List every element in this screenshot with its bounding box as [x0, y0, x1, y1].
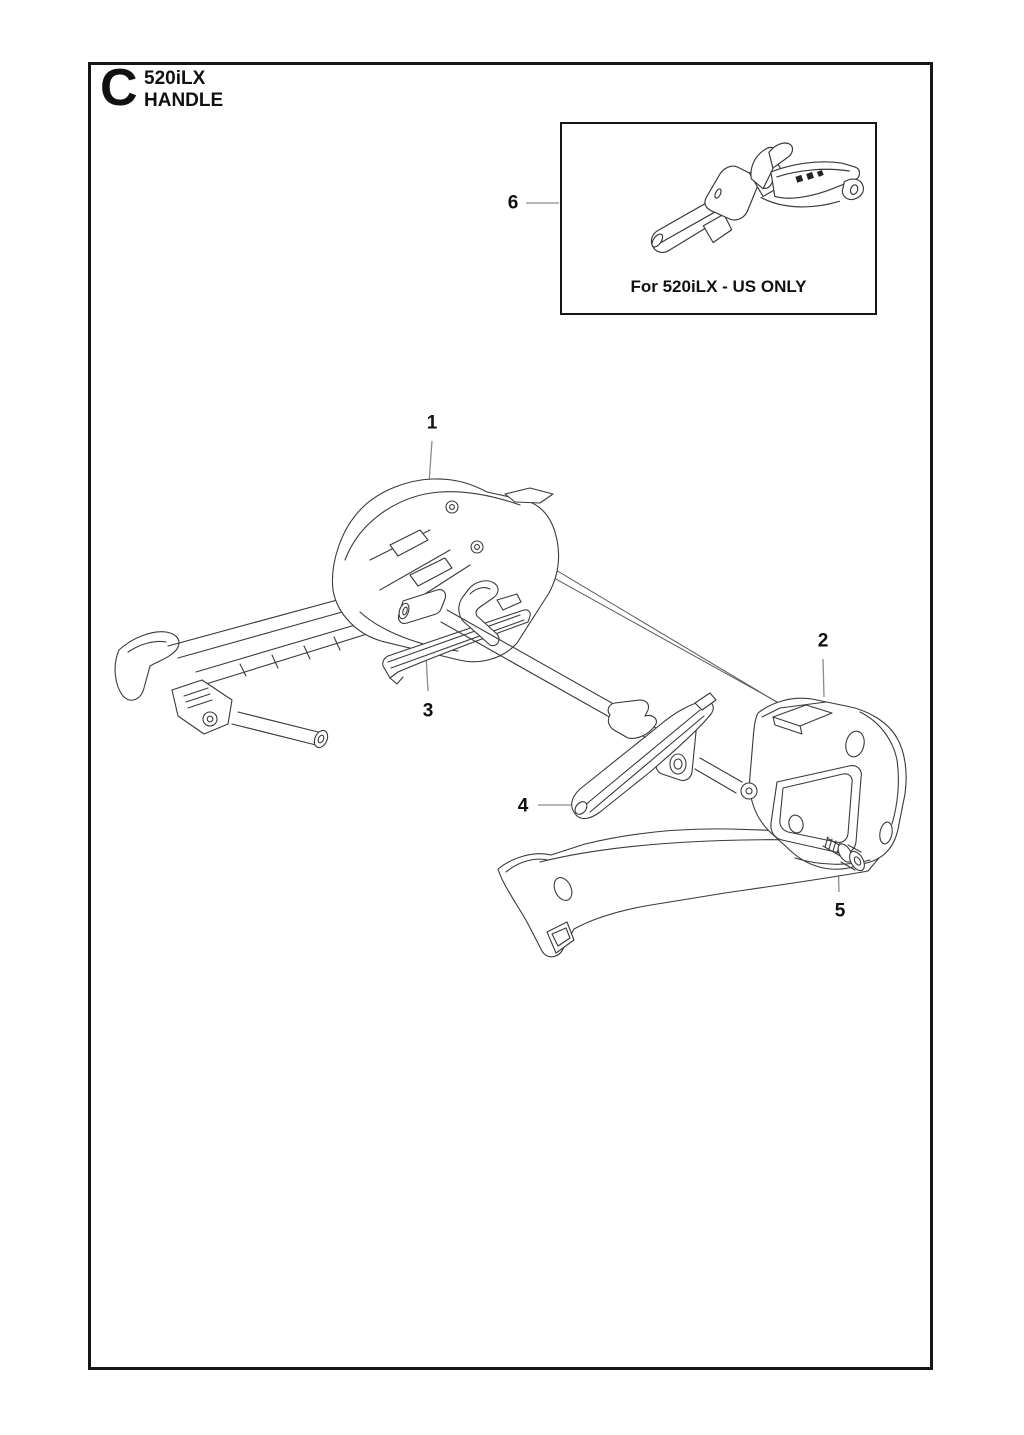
section-title: HANDLE	[144, 90, 224, 111]
callout-1: 1	[426, 412, 438, 434]
callout-4: 4	[517, 795, 529, 817]
callout-3: 3	[422, 700, 434, 722]
callout-2: 2	[817, 630, 829, 652]
inset-note: For 520iLX - US ONLY	[630, 277, 807, 296]
part-1-drawing	[115, 479, 558, 750]
model-number: 520iLX	[144, 68, 206, 89]
callout-5: 5	[834, 900, 846, 922]
callout-6: 6	[507, 192, 519, 214]
section-letter: C	[100, 59, 137, 117]
